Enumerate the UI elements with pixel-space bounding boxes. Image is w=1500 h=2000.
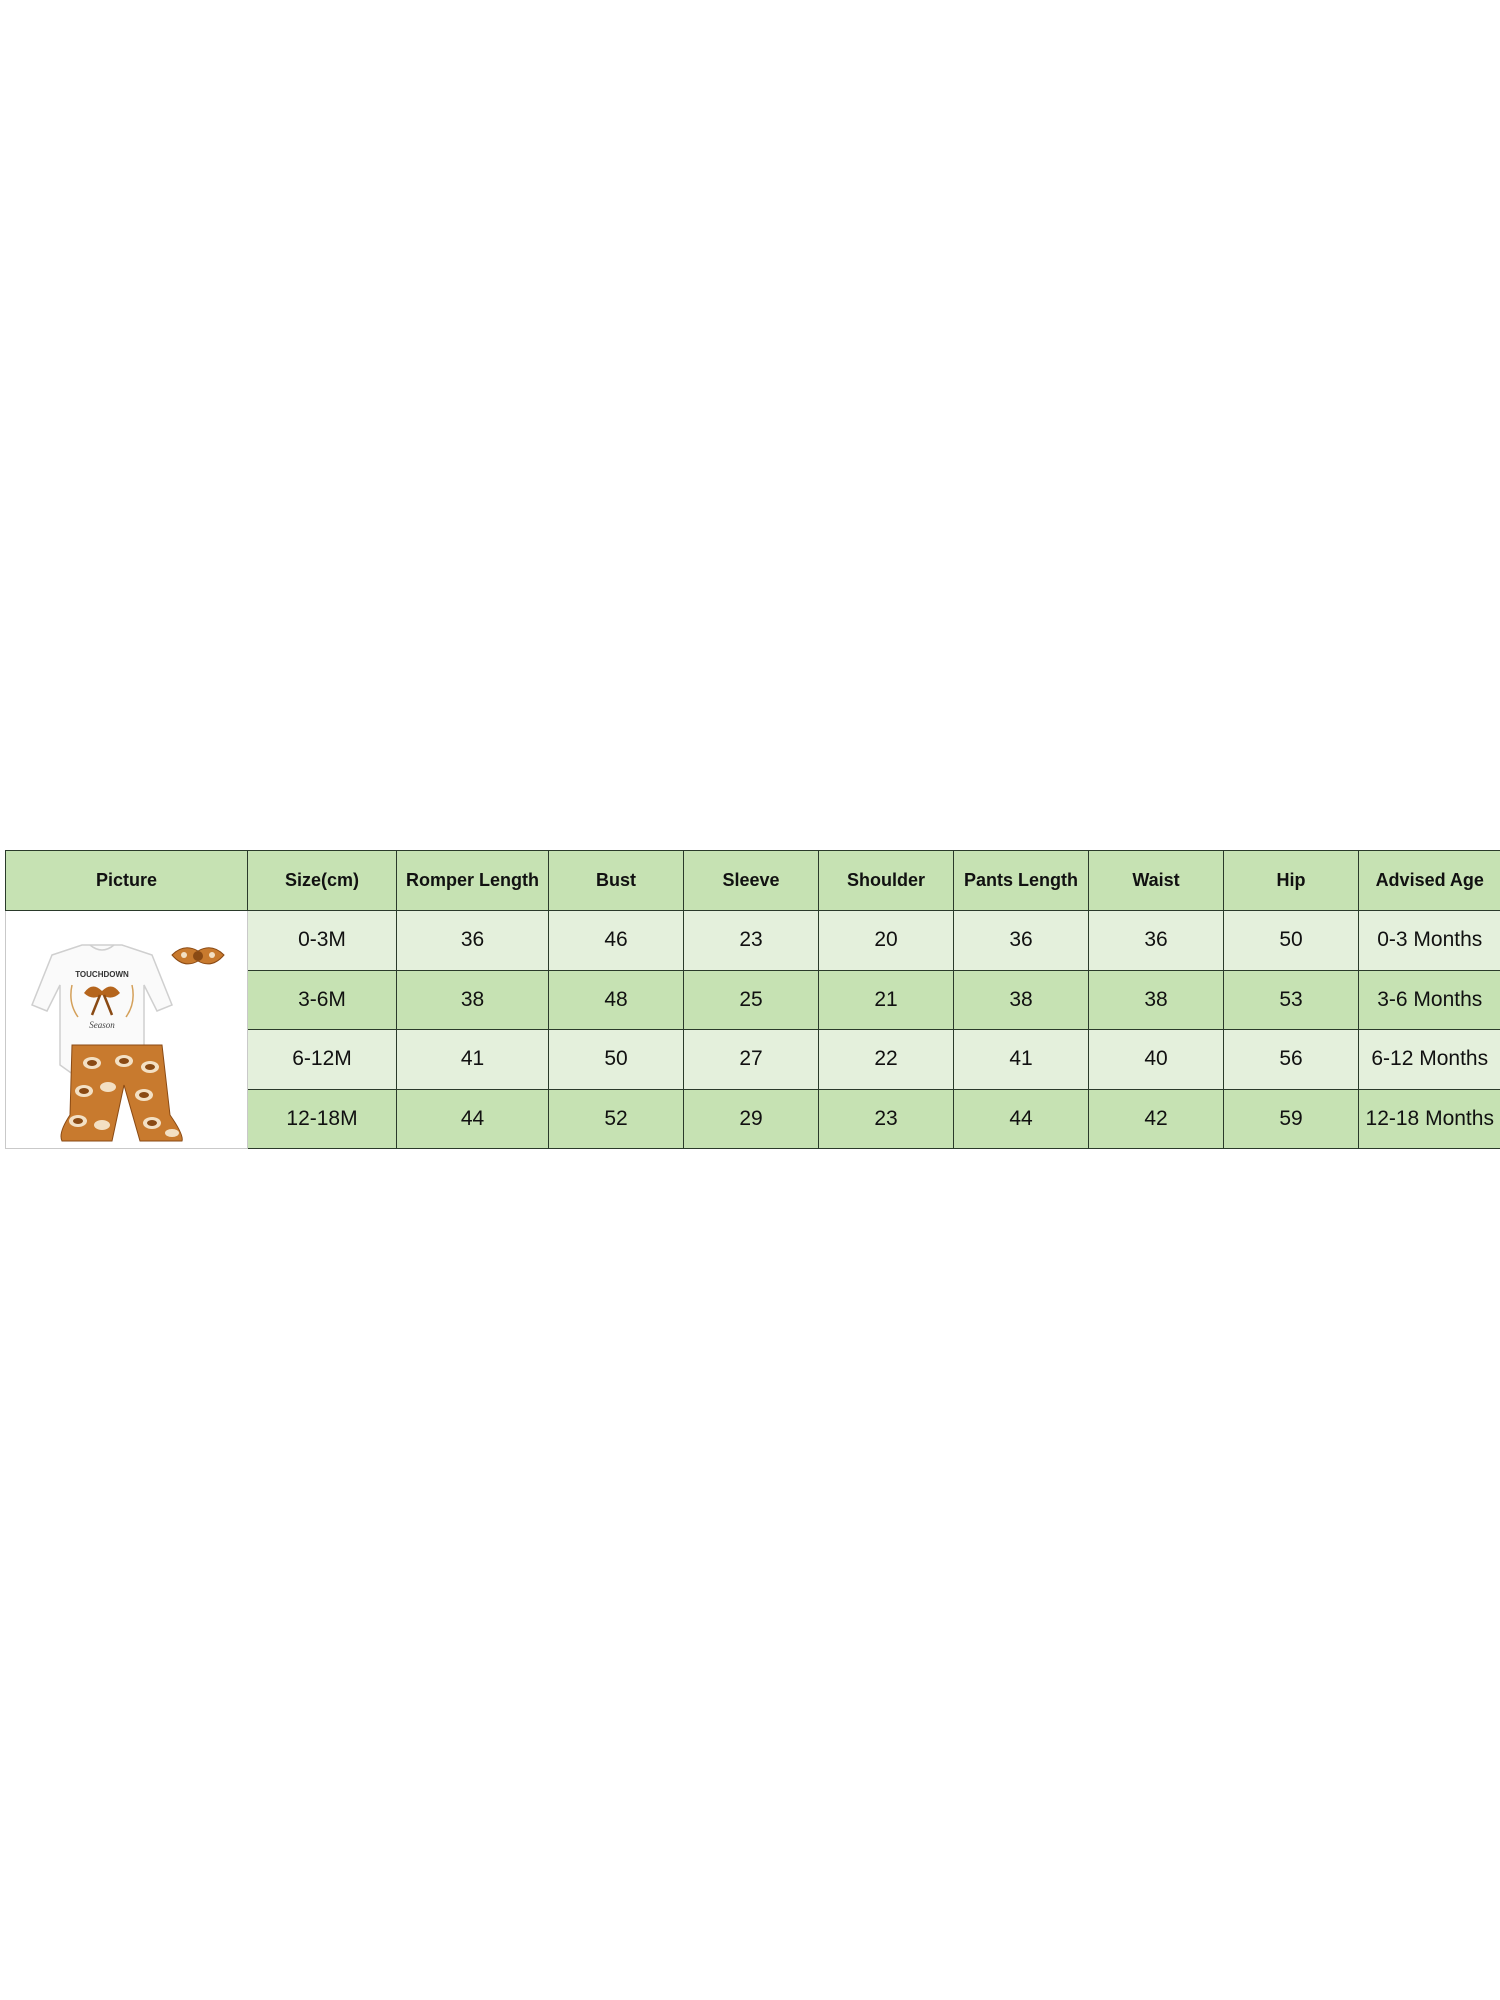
cell-size: 0-3M xyxy=(248,911,397,971)
cell-bust: 48 xyxy=(549,970,684,1030)
cell-shoulder: 23 xyxy=(819,1089,954,1149)
cell-sleeve: 29 xyxy=(684,1089,819,1149)
header-row xyxy=(6,851,1500,911)
header-bust: Bust xyxy=(549,851,684,911)
cell-advised-age: 3-6 Months xyxy=(1359,970,1500,1030)
cell-size: 6-12M xyxy=(248,1030,397,1090)
cell-shoulder: 20 xyxy=(819,911,954,971)
cell-hip: 59 xyxy=(1224,1089,1359,1149)
cell-advised-age: 12-18 Months xyxy=(1359,1089,1500,1149)
cell-size: 3-6M xyxy=(248,970,397,1030)
cell-pants-length: 41 xyxy=(954,1030,1089,1090)
romper-print-script: Season xyxy=(88,1019,115,1030)
cell-shoulder: 22 xyxy=(819,1030,954,1090)
cell-romper-length: 36 xyxy=(397,911,549,971)
cell-waist: 40 xyxy=(1089,1030,1224,1090)
cell-waist: 36 xyxy=(1089,911,1224,971)
cell-hip: 53 xyxy=(1224,970,1359,1030)
headband-illustration xyxy=(172,947,224,963)
header-picture: Picture xyxy=(6,851,248,911)
header-romper-length: Romper Length xyxy=(397,851,549,911)
cell-sleeve: 23 xyxy=(684,911,819,971)
table-row xyxy=(6,911,1500,971)
cell-waist: 38 xyxy=(1089,970,1224,1030)
cell-bust: 52 xyxy=(549,1089,684,1149)
cell-advised-age: 0-3 Months xyxy=(1359,911,1500,971)
header-pants-length: Pants Length xyxy=(954,851,1089,911)
cell-bust: 46 xyxy=(549,911,684,971)
cell-pants-length: 44 xyxy=(954,1089,1089,1149)
cell-romper-length: 38 xyxy=(397,970,549,1030)
cell-pants-length: 38 xyxy=(954,970,1089,1030)
cell-advised-age: 6-12 Months xyxy=(1359,1030,1500,1090)
header-hip: Hip xyxy=(1224,851,1359,911)
cell-waist: 42 xyxy=(1089,1089,1224,1149)
cell-hip: 50 xyxy=(1224,911,1359,971)
cell-hip: 56 xyxy=(1224,1030,1359,1090)
romper-print-top: TOUCHDOWN xyxy=(74,969,129,979)
outfit-product-image xyxy=(12,915,242,1145)
cell-romper-length: 41 xyxy=(397,1030,549,1090)
header-size: Size(cm) xyxy=(248,851,397,911)
cell-shoulder: 21 xyxy=(819,970,954,1030)
cell-romper-length: 44 xyxy=(397,1089,549,1149)
cell-pants-length: 36 xyxy=(954,911,1089,971)
product-picture-cell xyxy=(6,911,248,1149)
size-chart-table xyxy=(5,850,1500,1149)
cell-sleeve: 27 xyxy=(684,1030,819,1090)
cell-bust: 50 xyxy=(549,1030,684,1090)
cell-sleeve: 25 xyxy=(684,970,819,1030)
header-waist: Waist xyxy=(1089,851,1224,911)
header-advised-age: Advised Age xyxy=(1359,851,1500,911)
header-shoulder: Shoulder xyxy=(819,851,954,911)
pants-illustration xyxy=(61,1045,182,1141)
header-sleeve: Sleeve xyxy=(684,851,819,911)
cell-size: 12-18M xyxy=(248,1089,397,1149)
